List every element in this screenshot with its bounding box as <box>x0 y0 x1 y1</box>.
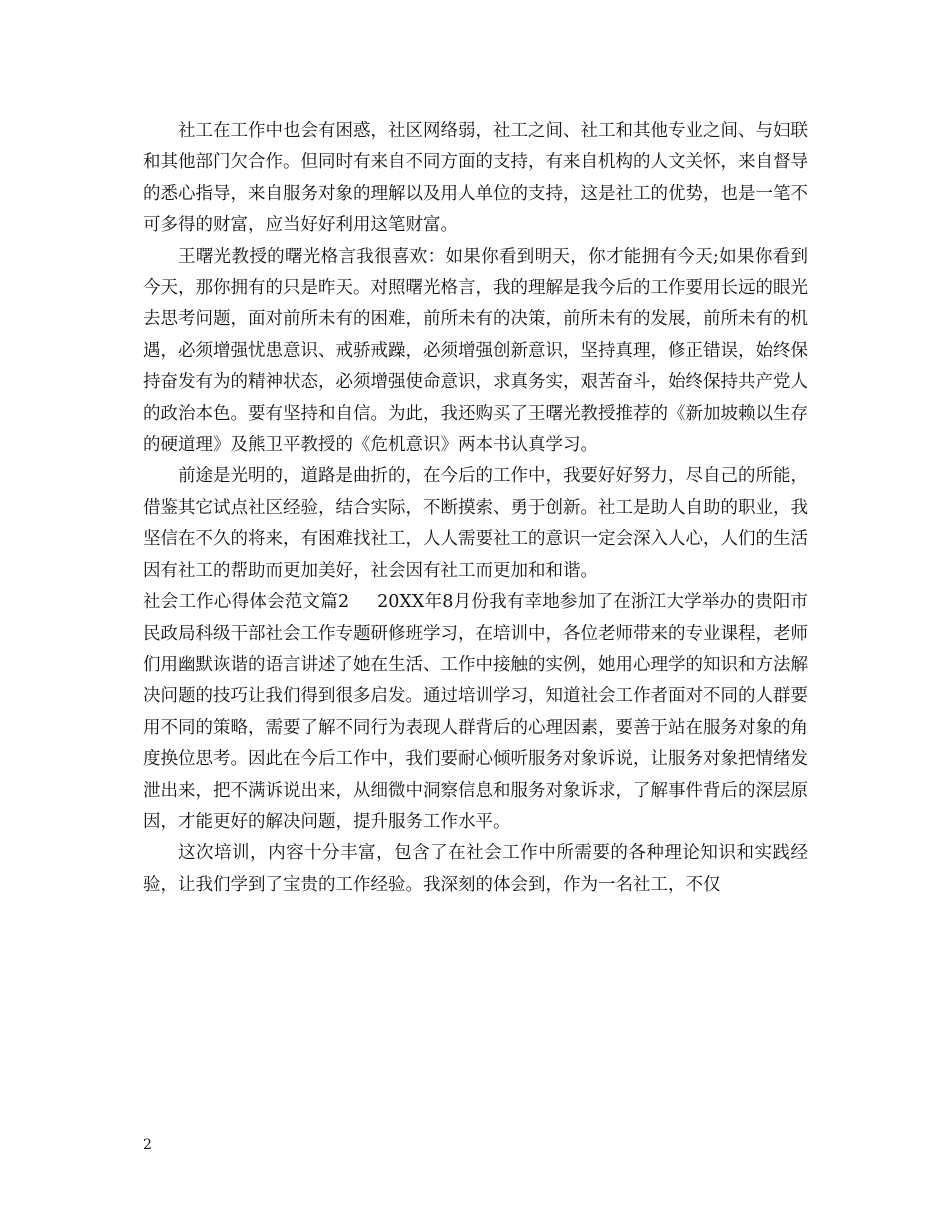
section-title: 社会工作心得体会范文篇2 <box>143 592 350 613</box>
paragraph-future-outlook: 前途是光明的，道路是曲折的，在今后的工作中，我要好好努力，尽自己的所能，借鉴其它试点社区经验，结合实际，不断摸索、勇于创新。社工是助人自助的职业，我坚信在不久的将来，有困难找社工，人人需要社工的意识一定会深入人心，人们的生活因有社工的帮助而更加美好，社会因有社工而更加和和谐。 <box>143 466 808 581</box>
section-paragraph-text: 20XX年8月份我有幸地参加了在浙江大学举办的贵阳市民政局科级干部社会工作专题研修班学习，在培训中，各位老师带来的专业课程，老师们用幽默诙谐的语言讲述了她在生活、工作中接触的实例，她用心理学的知识和方法解决问题的技巧让我们得到很多启发。通过培训学习，知道社会工作者面对不同的人群要用不同的策略，需要了解不同行为表现人群背后的心理因素，要善于站在服务对象的角度换位思考。因此在今后工作中，我们要耐心倾听服务对象诉说，让服务对象把情绪发泄出来，把不满诉说出来，从细微中洞察信息和服务对象诉求，了解事件背后的深层原因，才能更好的解决问题，提升服务工作水平。 <box>143 592 808 832</box>
section-paragraph <box>143 587 808 838</box>
document-body <box>143 116 808 901</box>
paragraph-training-content: 这次培训，内容十分丰富，包含了在社会工作中所需要的各种理论知识和实践经验，让我们学到了宝贵的工作经验。我深刻的体会到，作为一名社工，不仅 <box>143 843 808 895</box>
paragraph-social-worker-challenges: 社工在工作中也会有困惑，社区网络弱，社工之间、社工和其他专业之间、与妇联和其他部门欠合作。但同时有来自不同方面的支持，有来自机构的人文关怀，来自督导的悉心指导，来自服务对象的理解以及用人单位的支持，这是社工的优势，也是一笔不可多得的财富，应当好好利用这笔财富。 <box>143 121 808 236</box>
page-number: 2 <box>143 1137 152 1153</box>
paragraph-dawn-motto: 王曙光教授的曙光格言我很喜欢：如果你看到明天，你才能拥有今天;如果你看到今天，那你拥有的只是昨天。对照曙光格言，我的理解是我今后的工作要用长远的眼光去思考问题，面对前所未有的困难，前所未有的决策，前所未有的发展，前所未有的机遇，必须增强忧患意识、戒骄戒躁，必须增强创新意识，坚持真理，修正错误，始终保持奋发有为的精神状态，必须增强使命意识，求真务实，艰苦奋斗，始终保持共产党人的政治本色。要有坚持和自信。为此，我还购买了王曙光教授推荐的《新加坡赖以生存的硬道理》及熊卫平教授的《危机意识》两本书认真学习。 <box>143 246 808 456</box>
